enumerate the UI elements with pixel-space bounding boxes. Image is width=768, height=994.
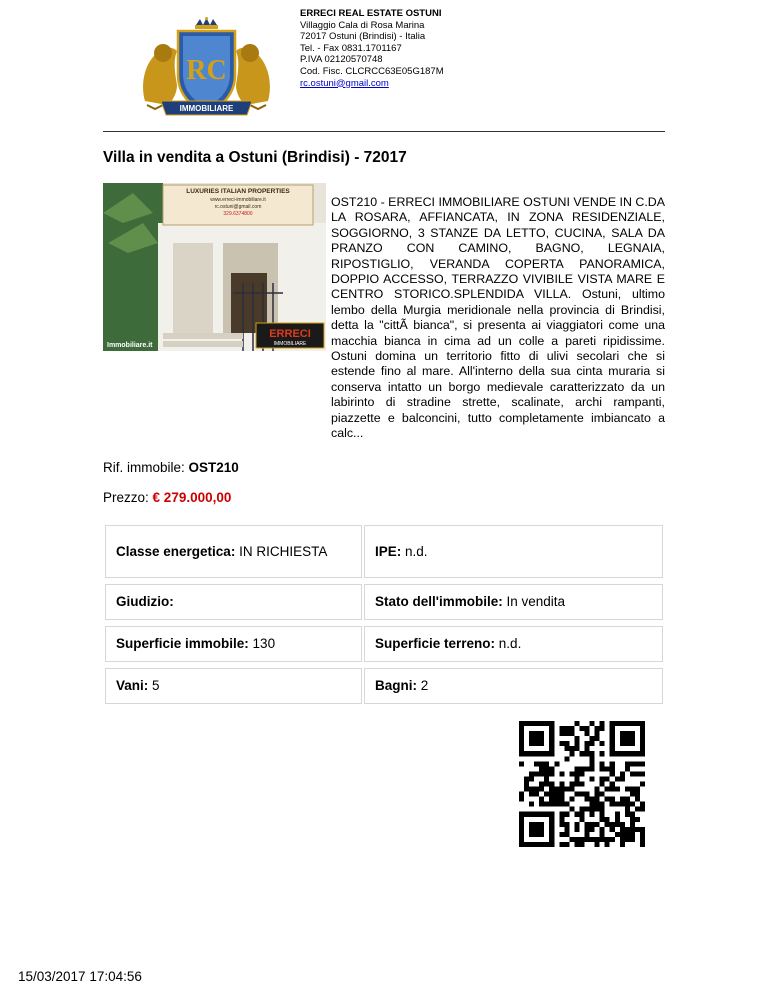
listing-price [103,490,231,505]
detail-stato-immobile [364,584,663,620]
superficie-value: 130 [252,636,276,651]
detail-classe-energetica [105,525,362,578]
lion-left-icon [143,44,177,109]
logo-ribbon-text: IMMOBILIARE [179,104,234,113]
photo-banner-line-1: LUXURIES ITALIAN PROPERTIES [186,188,290,195]
vani-value: 5 [152,678,160,693]
lion-right-icon [236,44,270,109]
qr-code-icon [519,721,645,847]
photo-banner-line-2: www.erreci-immobiliare.it [210,197,266,203]
price-label: Prezzo: [103,490,149,505]
classe-label: Classe energetica: [116,543,236,559]
detail-superficie-immobile [105,626,362,662]
terreno-label: Superficie terreno: [375,636,496,651]
giudizio-label: Giudizio: [116,594,174,609]
property-photo [103,183,326,351]
agency-piva: P.IVA 02120570748 [300,54,383,66]
classe-value: IN RICHIESTA [239,543,328,559]
agency-codfisc: Cod. Fisc. CLCRCC63E05G187M [300,65,444,77]
detail-vani [105,668,362,704]
detail-ipe [364,525,663,578]
listing-description: OST210 - ERRECI IMMOBILIARE OSTUNI VENDE IN C.DA LA ROSARA, AFFIANCATA, IN ZONA RESIDENZIALE, SOGGIORNO, 3 STANZE DA LETTO, CUCINA, SALA DA PRANZO CON CAMINO, BAGNO, LEGNAIA, RIPOSTIGLIO, VERANDA COPERTA PANORAMICA, DOPPIO ACCESSO, TERRAZZO VIVIBILE VISTA MARE E CENTRO STORICO.SPLENDIDA VILLA. Ostuni, ultimo lembo della Murgia meridionale nella provincia di Brindisi, detta la "cittÃ bianca", si presenta ai viaggiatori come una macchia bianca in cima ad un colle a pareti ripidissime. Ostuni domina un territorio fitto di ulivi secolari che si estende fino al mare. All'interno della sua cinta muraria si conserva intatto un borgo medievale caratterizzato da un labirinto di stradine strette, scalinate, archi rampanti, piazzette e balconcini, tutto completamente imbiancato a calc... [331,195,665,441]
logo-monogram: RC [186,55,227,86]
stato-value: In vendita [506,594,566,609]
agency-name: ERRECI REAL ESTATE OSTUNI [300,8,442,19]
crown-icon [195,17,218,29]
photo-banner-line-4: 329.6374800 [223,211,253,217]
photo-banner-line-3: rc.ostuni@gmail.com [214,204,262,210]
bagni-label: Bagni: [375,678,417,693]
print-timestamp: 15/03/2017 17:04:56 [18,969,142,984]
agency-address-line1: Villaggio Cala di Rosa Marina [300,19,425,31]
agency-logo [133,17,280,123]
photo-watermark: Immobiliare.it [107,342,153,349]
header-divider [103,131,665,132]
listing-title: Villa in vendita a Ostuni (Brindisi) - 72017 [103,149,407,166]
agency-address-line2: 72017 Ostuni (Brindisi) - Italia [300,31,426,43]
terreno-value: n.d. [498,636,522,651]
ref-label: Rif. immobile: [103,460,185,475]
ipe-label: IPE: [375,543,402,559]
detail-superficie-terreno [364,626,663,662]
ipe-value: n.d. [405,543,428,559]
listing-reference [103,460,239,475]
agency-email-link[interactable]: rc.ostuni@gmail.com [300,77,389,89]
stato-label: Stato dell'immobile: [375,594,503,609]
detail-giudizio [105,584,362,620]
superficie-label: Superficie immobile: [116,636,249,651]
detail-bagni [364,668,663,704]
bagni-value: 2 [420,678,429,693]
vani-label: Vani: [116,678,149,693]
photo-brand: ERRECI [269,328,311,340]
price-value: € 279.000,00 [152,490,232,505]
ref-value: OST210 [188,460,239,475]
agency-info [300,8,444,89]
agency-phone: Tel. - Fax 0831.1701167 [300,42,402,54]
photo-brand-sub: IMMOBILIARE [273,341,307,347]
